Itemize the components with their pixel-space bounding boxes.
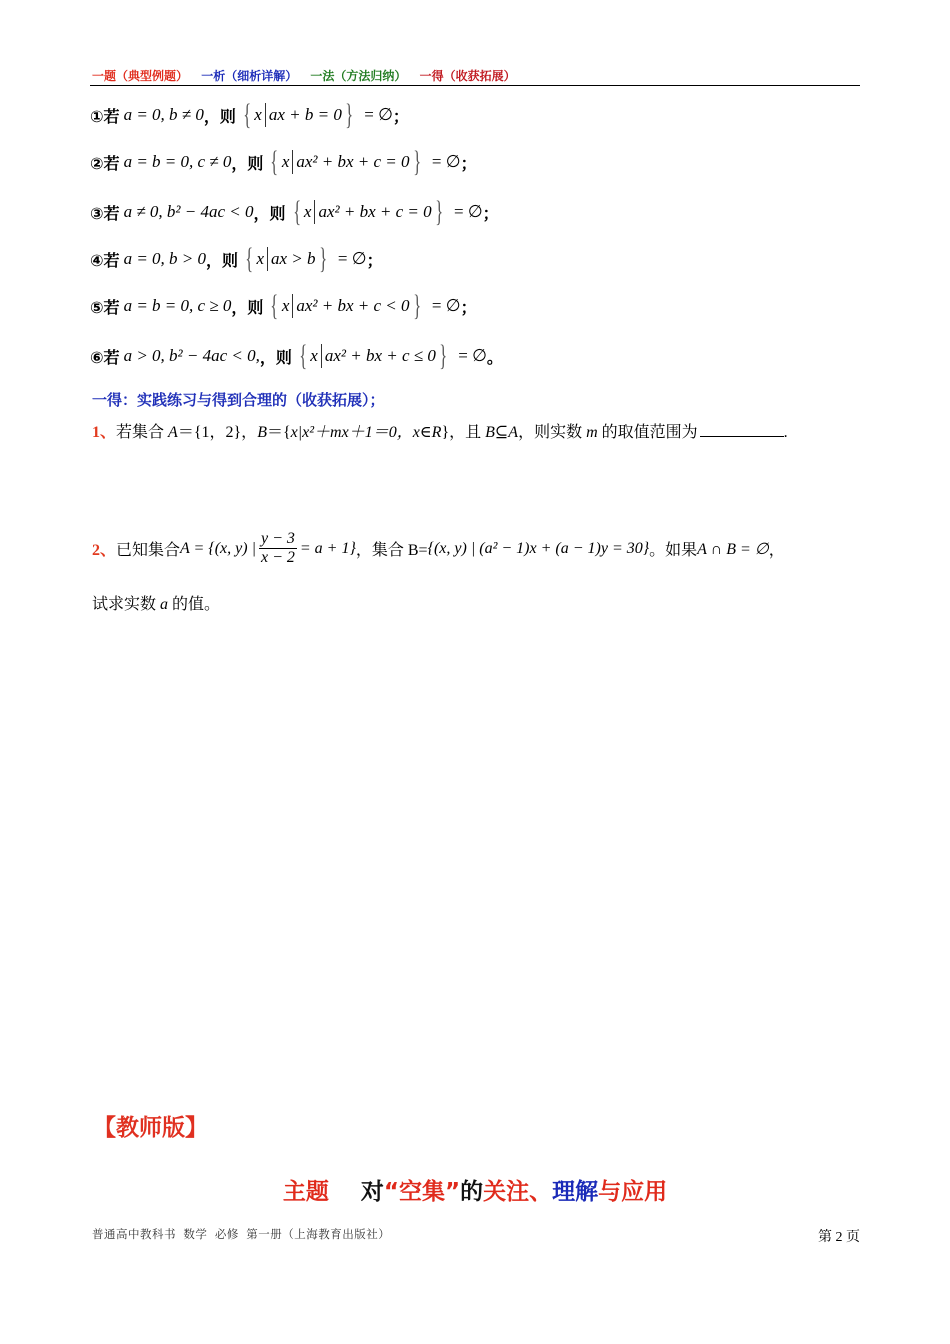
empty-set-result: = ∅ bbox=[458, 346, 487, 365]
empty-set-result: = ∅ bbox=[431, 296, 461, 315]
rule-condition: a > 0, b² − 4ac < 0, bbox=[123, 346, 260, 365]
rule-label: ④若 bbox=[90, 250, 120, 270]
empty-set-result: = ∅ bbox=[337, 249, 367, 268]
rule-2: ②若 a = b = 0, c ≠ 0 ，则 { x ax² + bx + c = 0 } = ∅ ； bbox=[90, 145, 477, 178]
question-number: 1、 bbox=[92, 424, 117, 441]
set-expression: { x ax² + bx + c = 0 } bbox=[270, 145, 421, 178]
section-title: 一得：实践练习与得到合理的（收获拓展）； bbox=[92, 391, 385, 409]
set-expression: { x ax² + bx + c < 0 } bbox=[270, 289, 421, 322]
set-a-expression: A = {(x, y) | bbox=[180, 539, 256, 557]
rule-label: ③若 bbox=[90, 203, 120, 223]
question-2-line-2: 试求实数 a 的值。 bbox=[92, 596, 221, 613]
fraction: $\frac{y - 3}{x - 2}$ bbox=[260, 530, 295, 566]
set-expression: { x ax > b } bbox=[245, 242, 327, 275]
set-b-expression: {(x, y) | (a² − 1)x + (a − 1)y = 30} bbox=[427, 539, 650, 557]
header-item-method: 一法（方法归纳） bbox=[310, 69, 407, 83]
rule-then: ，则 bbox=[203, 106, 236, 126]
empty-set-result: = ∅ bbox=[364, 105, 393, 124]
empty-set-result: = ∅ bbox=[431, 152, 461, 171]
topic-heading: 主题 对“空集”的关注、理解与应用 bbox=[282, 1179, 668, 1205]
set-expression: { x ax + b = 0 } bbox=[243, 98, 354, 131]
rule-then: ，则 bbox=[206, 250, 239, 270]
header-item-gain: 一得（收获拓展） bbox=[419, 69, 516, 83]
answer-blank[interactable] bbox=[700, 422, 784, 437]
header-item-example: 一题（典型例题） bbox=[92, 69, 189, 83]
rule-then: ，则 bbox=[259, 347, 292, 367]
rule-4: ④若 a = 0, b > 0 ，则 { x ax > b } = ∅ ； bbox=[90, 242, 383, 275]
rule-3: ③若 a ≠ 0, b² − 4ac < 0 ，则 { x ax² + bx + c = 0 } = ∅ ； bbox=[90, 195, 499, 228]
rule-label: ①若 bbox=[90, 106, 120, 126]
rule-1: ①若 a = 0, b ≠ 0 ，则 { x ax + b = 0 } = ∅ ； bbox=[90, 98, 409, 131]
rule-condition: a = 0, b > 0 bbox=[123, 249, 207, 268]
rule-6: ⑥若 a > 0, b² − 4ac < 0, ，则 { x ax² + bx + c ≤ 0 } = ∅ 。 bbox=[90, 339, 503, 372]
header-divider bbox=[90, 85, 860, 86]
teacher-version-label: 【教师版】 bbox=[93, 1115, 208, 1141]
page-header bbox=[92, 67, 525, 84]
rule-5: ⑤若 a = b = 0, c ≥ 0 ，则 { x ax² + bx + c < 0 } = ∅ ； bbox=[90, 289, 477, 322]
rule-then: ，则 bbox=[253, 203, 286, 223]
rule-label: ⑤若 bbox=[90, 297, 120, 317]
subset-relation: B⊆A bbox=[485, 424, 519, 441]
header-item-analysis: 一析（细析详解） bbox=[201, 69, 298, 83]
rule-condition: a = b = 0, c ≠ 0 bbox=[123, 152, 232, 171]
rule-condition: a = b = 0, c ≥ 0 bbox=[123, 296, 232, 315]
question-1: 1、若集合 A＝{1，2}，B＝{x|x²＋mx＋1＝0，x∈R}，且 B⊆A，则实数 m 的取值范围为 . bbox=[92, 424, 788, 441]
page-number: 第 2 页 bbox=[818, 1230, 860, 1245]
rule-then: ，则 bbox=[231, 153, 264, 173]
empty-set-result: = ∅ bbox=[454, 202, 483, 221]
set-expression: { x ax² + bx + c ≤ 0 } bbox=[299, 339, 448, 372]
rule-condition: a ≠ 0, b² − 4ac < 0 bbox=[123, 202, 254, 221]
set-builder: x|x²＋mx＋1＝0，x∈R bbox=[290, 424, 442, 441]
rule-condition: a = 0, b ≠ 0 bbox=[123, 105, 204, 124]
set-expression: { x ax² + bx + c = 0 } bbox=[292, 195, 443, 228]
rule-then: ，则 bbox=[231, 297, 264, 317]
question-number: 2、 bbox=[92, 542, 117, 559]
question-2: 2、 已知集合 A = {(x, y) | $\frac{y - 3}{x - 2}$ = a + 1} ，集合 B= {(x, y) | (a² − 1)x + (a − 1)y = 30} 。如果 A ∩ B = ∅ ， bbox=[92, 530, 785, 566]
intersection-condition: A ∩ B = ∅ bbox=[697, 540, 769, 558]
rule-label: ②若 bbox=[90, 153, 120, 173]
rule-label: ⑥若 bbox=[90, 347, 120, 367]
footer-book-title: 普通高中教科书 数学 必修 第一册（上海教育出版社） bbox=[92, 1227, 391, 1241]
